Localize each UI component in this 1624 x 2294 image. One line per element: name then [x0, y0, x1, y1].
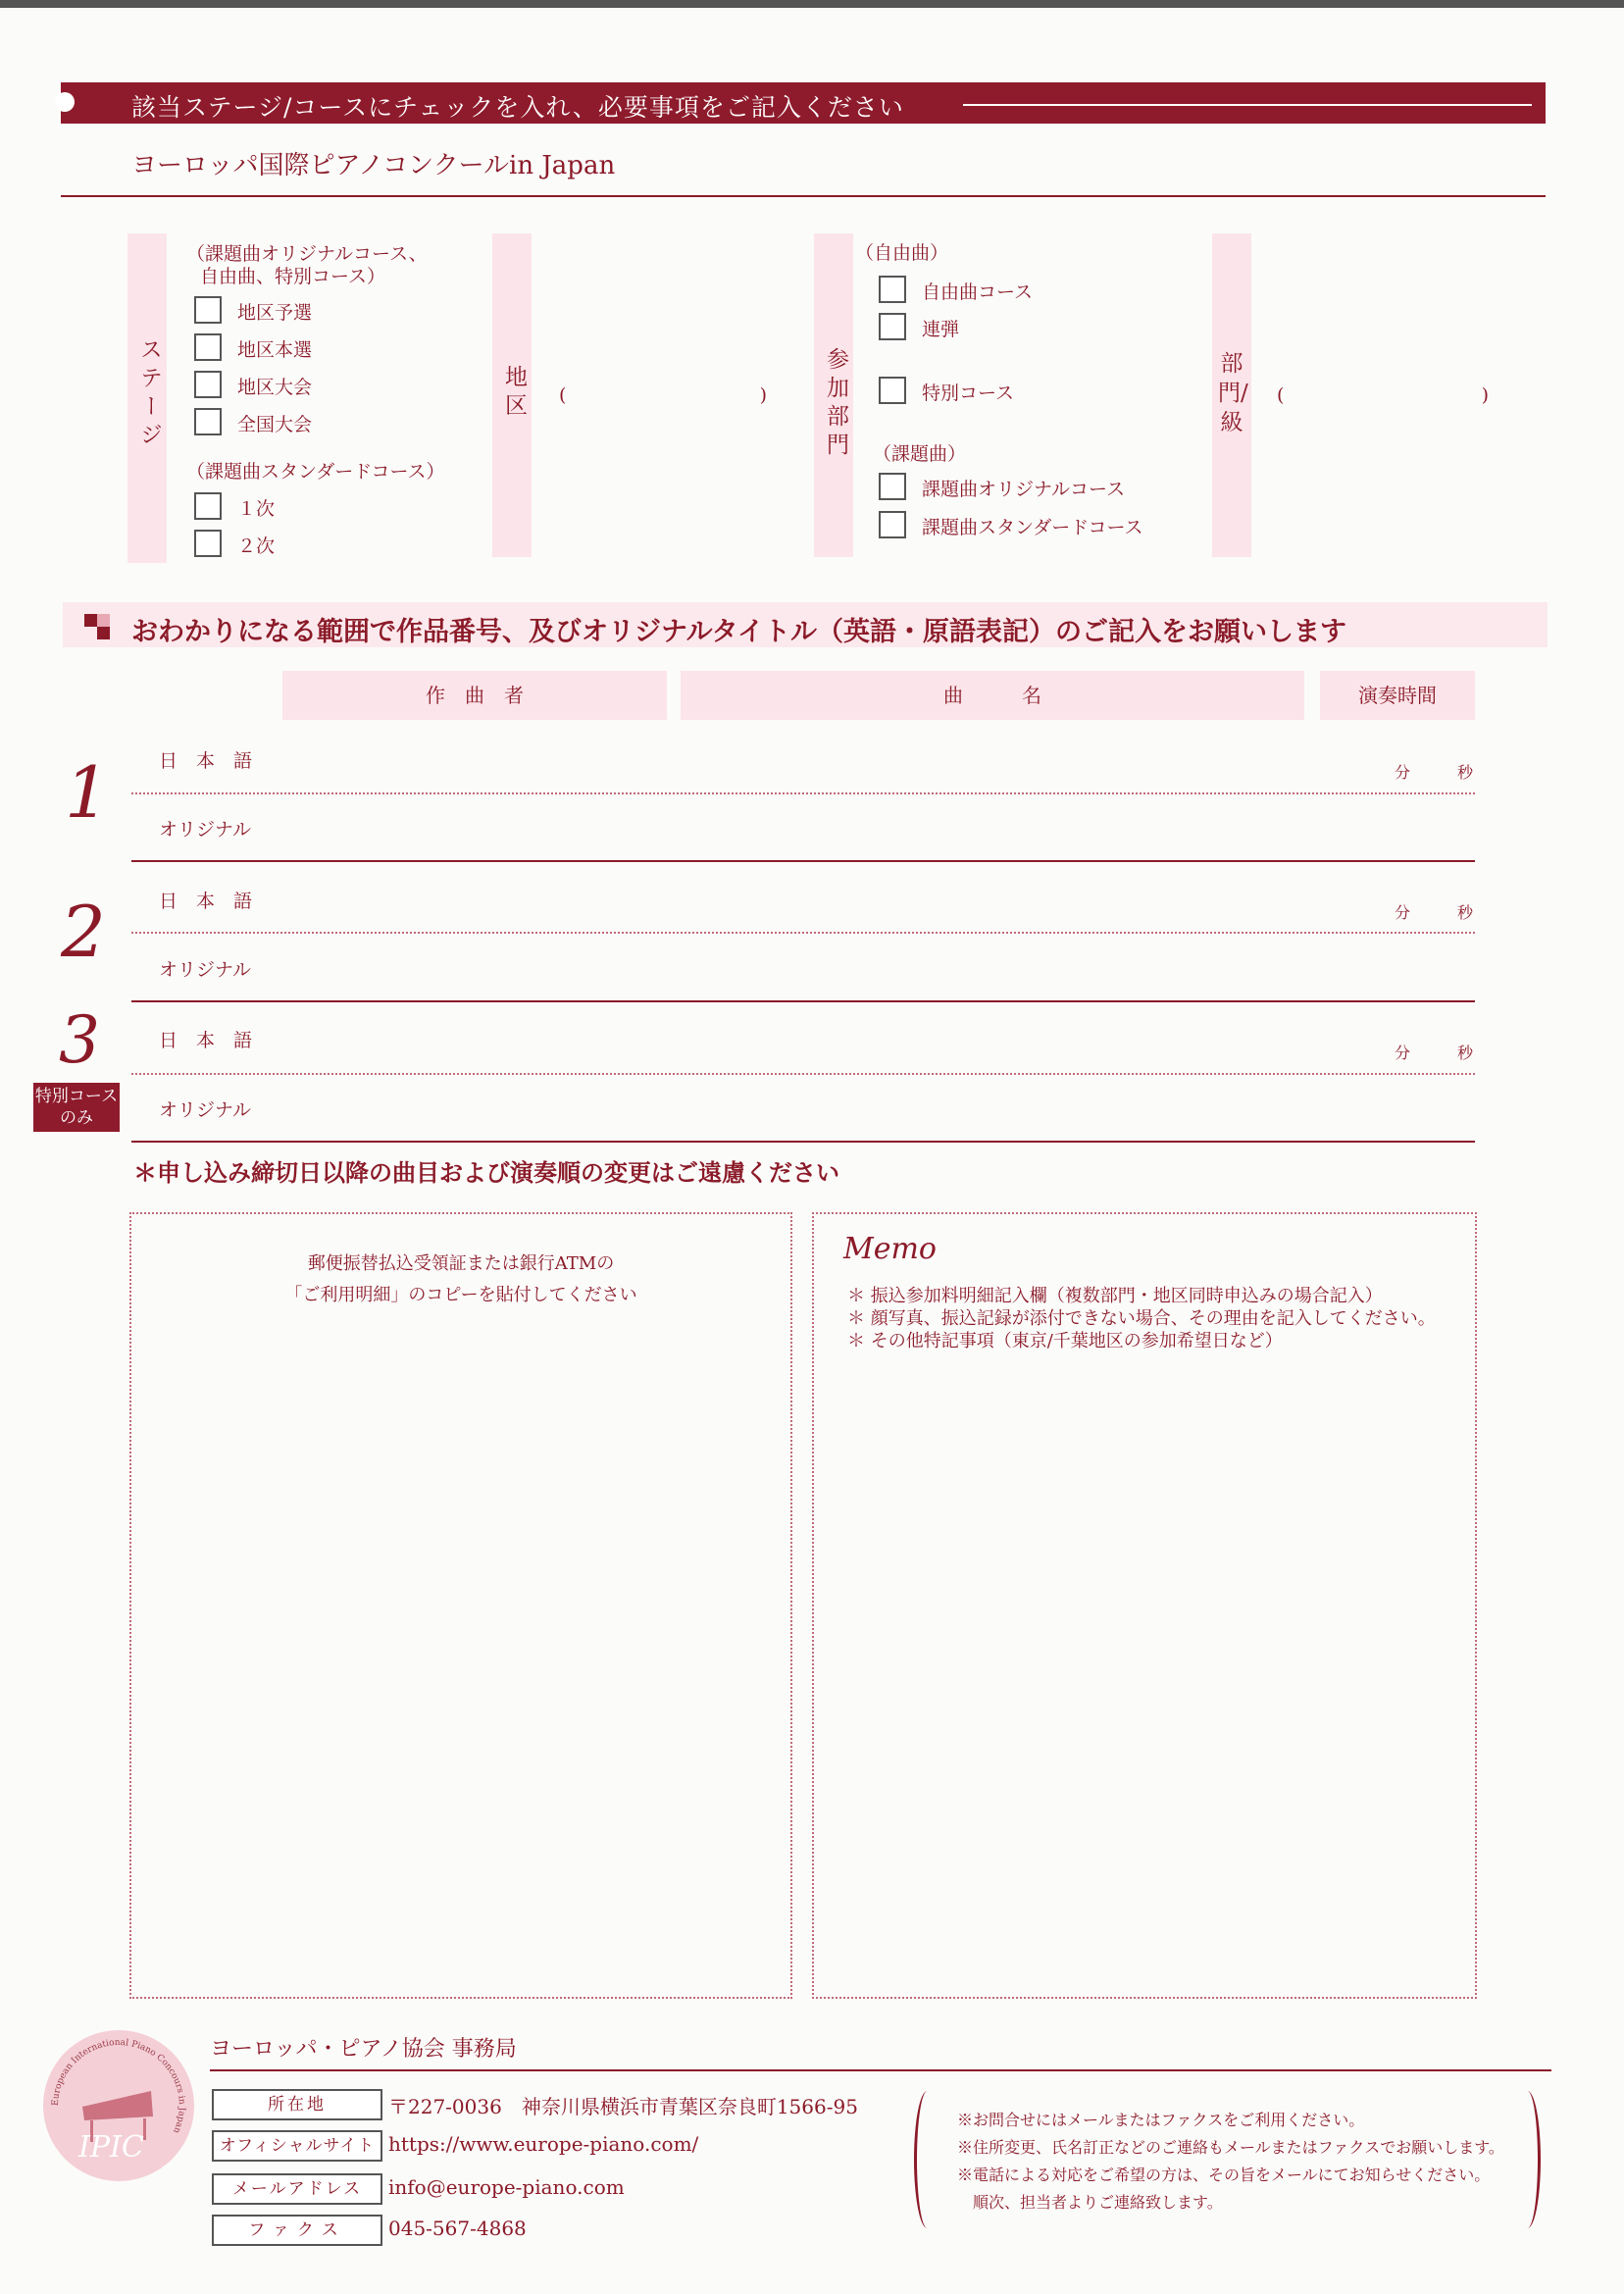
change-warning: ＊申し込み締切日以降の曲目および演奏順の変更はご遠慮ください — [133, 1158, 839, 1187]
checkbox-division-assigned-original[interactable] — [879, 473, 906, 500]
row-divider-dotted — [131, 792, 1475, 794]
grade-label: 部門/級 — [1218, 351, 1248, 435]
row-jp-label: 日 本 語 — [159, 891, 253, 912]
value-email[interactable]: info@europe-piano.com — [388, 2175, 625, 2199]
notes-bracket-left — [914, 2091, 940, 2228]
grade-paren-open: ( — [1277, 384, 1285, 406]
row-jp-label: 日 本 語 — [159, 750, 253, 772]
memo-area[interactable] — [812, 1212, 1477, 1999]
label-fax: ファクス — [212, 2215, 382, 2246]
checkbox-division-special[interactable] — [879, 377, 906, 404]
checkbox-stage-first[interactable] — [194, 492, 222, 520]
row-divider-dotted — [131, 932, 1475, 934]
special-badge-line1: 特別コース — [34, 1087, 119, 1106]
memo-bullet: ＊ — [847, 1286, 865, 1306]
header-time: 演奏時間 — [1320, 671, 1475, 720]
header-title: 曲 名 — [681, 671, 1304, 720]
checkbox-stage-regional-prelim[interactable] — [194, 296, 222, 324]
contact-note: ※住所変更、氏名訂正などのご連絡もメールまたはファクスでお願いします。 — [957, 2138, 1504, 2157]
banner-bullet — [55, 92, 75, 112]
stage-group2-heading: （課題曲スタンダードコース） — [186, 461, 445, 483]
minute-label: 分 — [1395, 903, 1411, 922]
option-label: ２次 — [237, 535, 276, 557]
row-number-1: 1 — [65, 751, 110, 834]
receipt-instruction-2: 「ご利用明細」のコピーを貼付してください — [284, 1285, 637, 1305]
contact-note: ※お問合せにはメールまたはファクスをご利用ください。 — [957, 2111, 1365, 2129]
memo-item: ＊ 顔写真、振込記録が添付できない場合、その理由を記入してください。 — [847, 1308, 1436, 1329]
org-name: ヨーロッパ・ピアノ協会 事務局 — [210, 2037, 517, 2062]
row1-jp-input[interactable] — [275, 736, 1474, 789]
row-divider — [131, 1000, 1475, 1002]
header-composer: 作 曲 者 — [282, 671, 667, 720]
stage-label: ステージ — [136, 337, 162, 451]
special-badge-line2: のみ — [60, 1108, 93, 1128]
page-top-border — [0, 0, 1624, 8]
instruction-banner — [61, 82, 1546, 124]
memo-list — [847, 1285, 1436, 1352]
checkbox-stage-second[interactable] — [194, 530, 222, 557]
banner-text: 該当ステージ/コースにチェックを入れ、必要事項をご記入ください — [131, 93, 904, 122]
option-label: 特別コース — [922, 382, 1015, 404]
division-assigned-heading: （課題曲） — [873, 443, 967, 465]
label-email: メールアドレス — [212, 2173, 382, 2205]
option-label: 連弾 — [922, 319, 960, 340]
grade-paren-close: ) — [1481, 384, 1489, 406]
checkbox-stage-regional-main[interactable] — [194, 333, 222, 361]
region-field[interactable] — [545, 381, 781, 416]
row2-orig-input[interactable] — [275, 943, 1471, 998]
checkbox-division-duet[interactable] — [879, 313, 906, 340]
checkbox-division-free[interactable] — [879, 276, 906, 303]
memo-bullet: ＊ — [847, 1308, 865, 1329]
minute-label: 分 — [1395, 763, 1411, 782]
second-label: 秒 — [1457, 1044, 1474, 1062]
form-subtitle: ヨーロッパ国際ピアノコンクールin Japan — [131, 151, 616, 180]
logo-text: IPIC — [78, 2130, 144, 2165]
ipic-logo — [43, 2030, 194, 2181]
section-title: おわかりになる範囲で作品番号、及びオリジナルタイトル（英語・原語表記）のご記入をお願いします — [131, 617, 1347, 647]
region-paren-close: ) — [759, 384, 767, 406]
row-jp-label: 日 本 語 — [159, 1030, 253, 1051]
option-label: 地区大会 — [237, 377, 313, 398]
row3-orig-input[interactable] — [275, 1083, 1471, 1138]
row-number-2: 2 — [61, 891, 106, 973]
svg-text:European International Piano C — [51, 2038, 186, 2135]
second-label: 秒 — [1457, 763, 1474, 782]
option-label: 課題曲スタンダードコース — [922, 517, 1143, 538]
contact-notes — [957, 2107, 1504, 2217]
option-label: 全国大会 — [237, 414, 313, 435]
region-paren-open: ( — [559, 384, 567, 406]
value-address: 〒227-0036 神奈川県横浜市青葉区奈良町1566-95 — [388, 2095, 858, 2118]
option-label: 地区本選 — [237, 339, 313, 361]
second-label: 秒 — [1457, 903, 1474, 922]
option-label: １次 — [237, 498, 276, 520]
label-address: 所在地 — [212, 2089, 382, 2120]
region-label: 地区 — [501, 365, 527, 422]
memo-item: ＊ 振込参加料明細記入欄（複数部門・地区同時申込みの場合記入） — [847, 1286, 1383, 1306]
row-divider-dotted — [131, 1073, 1475, 1075]
row1-orig-input[interactable] — [275, 802, 1471, 857]
row-divider — [131, 1141, 1475, 1143]
row-orig-label: オリジナル — [159, 959, 252, 981]
division-free-heading: （自由曲） — [855, 242, 949, 264]
row2-jp-input[interactable] — [275, 875, 1474, 928]
memo-item: ＊ その他特記事項（東京/千葉地区の参加希望日など） — [847, 1331, 1283, 1351]
section-heading-bar — [63, 602, 1548, 647]
value-fax: 045-567-4868 — [388, 2217, 527, 2240]
receipt-instruction-1: 郵便振替払込受領証または銀行ATMの — [307, 1253, 615, 1274]
option-label: 課題曲オリジナルコース — [922, 479, 1126, 500]
row-orig-label: オリジナル — [159, 819, 252, 841]
banner-rule — [963, 104, 1532, 106]
checkbox-stage-regional-tournament[interactable] — [194, 371, 222, 398]
label-website: オフィシャルサイト — [212, 2130, 382, 2162]
section-square-icon — [84, 614, 110, 639]
contact-note: ※電話による対応をご希望の方は、その旨をメールにてお知らせください。 — [957, 2166, 1491, 2184]
stage-group1-heading-2: 自由曲、特別コース） — [200, 266, 386, 287]
stage-group1-heading: （課題曲オリジナルコース、 — [186, 243, 428, 265]
memo-title: Memo — [843, 1232, 937, 1266]
row-divider — [131, 860, 1475, 862]
logo-ring-text: European International Piano Concours in Japan — [50, 2037, 187, 2135]
special-course-badge — [33, 1083, 120, 1132]
option-label: 自由曲コース — [922, 281, 1034, 303]
row-number-3: 3 — [59, 1002, 100, 1078]
contact-note: 順次、担当者よりご連絡致します。 — [957, 2193, 1223, 2212]
row3-jp-input[interactable] — [275, 1014, 1474, 1067]
value-website[interactable]: https://www.europe-piano.com/ — [388, 2132, 699, 2156]
row-orig-label: オリジナル — [159, 1099, 252, 1121]
checkbox-division-assigned-standard[interactable] — [879, 511, 906, 538]
division-label: 参加部門 — [823, 347, 848, 461]
notes-bracket-right — [1514, 2091, 1541, 2228]
receipt-paste-area[interactable] — [129, 1212, 792, 1999]
minute-label: 分 — [1395, 1044, 1411, 1062]
checkbox-stage-national[interactable] — [194, 408, 222, 435]
subtitle-rule — [61, 195, 1546, 197]
memo-bullet: ＊ — [847, 1331, 865, 1351]
grade-field[interactable] — [1265, 381, 1500, 416]
option-label: 地区予選 — [237, 302, 313, 324]
footer-rule — [210, 2069, 1551, 2071]
